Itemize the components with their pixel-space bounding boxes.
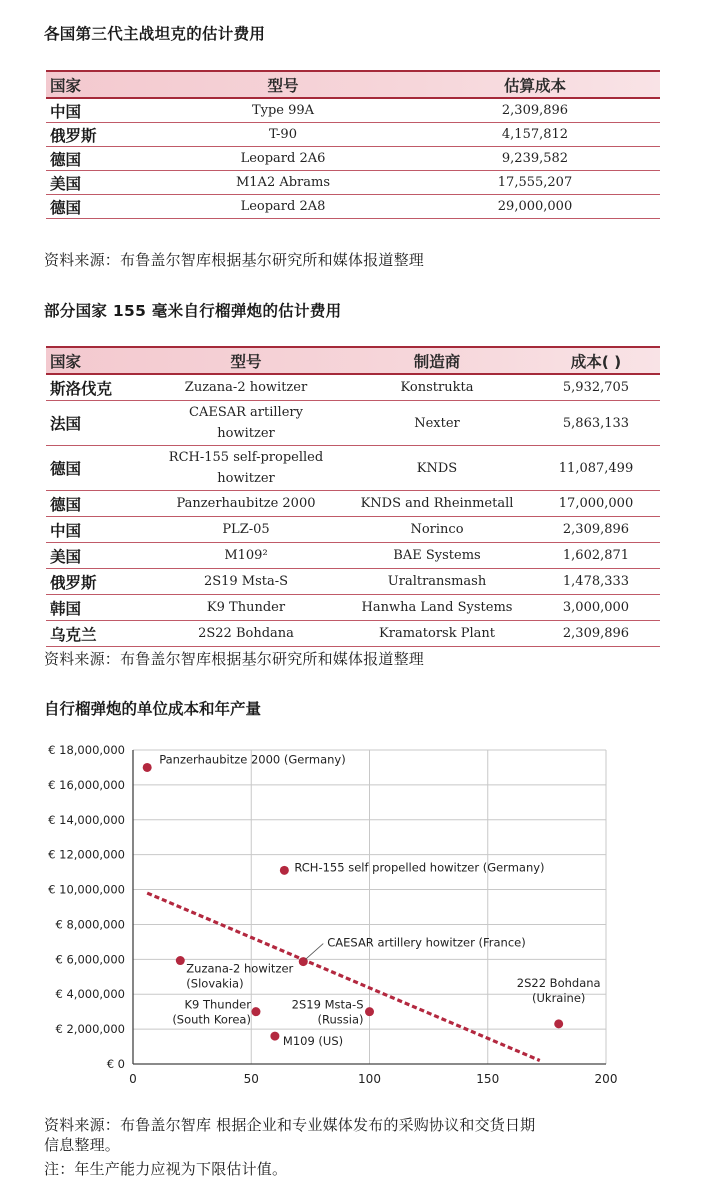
cell-model: T-90 xyxy=(156,123,410,147)
table1-title: 各国第三代主战坦克的估计费用 xyxy=(44,25,266,43)
point-labels xyxy=(159,752,600,1048)
point-label: M109 (US) xyxy=(282,1034,344,1049)
cell-cost: 2,309,896 xyxy=(532,621,660,647)
data-point xyxy=(554,1019,563,1028)
cell-model: K9 Thunder xyxy=(150,595,342,621)
cell-country: 俄罗斯 xyxy=(46,569,150,595)
table-row xyxy=(46,171,660,195)
data-point xyxy=(365,1007,374,1016)
cell-cost: 9,239,582 xyxy=(410,147,660,171)
chart-source-line2: 信息整理。 xyxy=(44,1136,121,1154)
cell-manufacturer: Norinco xyxy=(342,517,532,543)
column-header-country: 国家 xyxy=(46,347,150,374)
cell-manufacturer: Nexter xyxy=(342,401,532,446)
table1-source: 资料来源：布鲁盖尔智库根据基尔研究所和媒体报道整理 xyxy=(44,251,425,269)
cell-model: M109² xyxy=(150,543,342,569)
table-row xyxy=(46,543,660,569)
cell-manufacturer: KNDS xyxy=(342,446,532,491)
cell-model: CAESAR artillery howitzer xyxy=(150,401,342,446)
cell-cost: 2,309,896 xyxy=(410,98,660,123)
scatter-chart xyxy=(0,730,724,1100)
cell-cost: 17,555,207 xyxy=(410,171,660,195)
point-label: Zuzana-2 howitzer (Slovakia) xyxy=(186,961,294,991)
column-header-model: 型号 xyxy=(150,347,342,374)
chart-title: 自行榴弹炮的单位成本和年产量 xyxy=(44,700,262,718)
y-tick-label: € 16,000,000 xyxy=(48,777,125,792)
y-tick-label: € 4,000,000 xyxy=(55,987,125,1002)
cell-country: 美国 xyxy=(46,171,156,195)
table-row xyxy=(46,374,660,401)
cell-country: 韩国 xyxy=(46,595,150,621)
cell-model: 2S19 Msta-S xyxy=(150,569,342,595)
table-row xyxy=(46,517,660,543)
y-tick-label: € 12,000,000 xyxy=(48,847,125,862)
chart-note: 注：年生产能力应视为下限估计值。 xyxy=(44,1160,288,1178)
tank-cost-table xyxy=(46,70,660,219)
cell-manufacturer: Kramatorsk Plant xyxy=(342,621,532,647)
y-tick-label: € 2,000,000 xyxy=(55,1022,125,1037)
table-row xyxy=(46,569,660,595)
cell-manufacturer: Konstrukta xyxy=(342,374,532,401)
cell-cost: 4,157,812 xyxy=(410,123,660,147)
table-row xyxy=(46,147,660,171)
cell-model: Leopard 2A8 xyxy=(156,195,410,219)
y-tick-label: € 6,000,000 xyxy=(55,952,125,967)
howitzer-cost-table xyxy=(46,346,660,647)
cell-model: Zuzana-2 howitzer xyxy=(150,374,342,401)
cell-model: 2S22 Bohdana xyxy=(150,621,342,647)
chart-source-line1: 资料来源：布鲁盖尔智库 根据企业和专业媒体发布的采购协议和交货日期 xyxy=(44,1116,536,1134)
cell-model: Type 99A xyxy=(156,98,410,123)
y-tick-label: € 14,000,000 xyxy=(48,812,125,827)
cell-manufacturer: Uraltransmash xyxy=(342,569,532,595)
point-label: 2S19 Msta-S (Russia) xyxy=(291,997,364,1027)
cell-country: 俄罗斯 xyxy=(46,123,156,147)
cell-manufacturer: KNDS and Rheinmetall xyxy=(342,491,532,517)
cell-cost: 3,000,000 xyxy=(532,595,660,621)
table-header-row xyxy=(46,347,660,374)
cell-country: 中国 xyxy=(46,517,150,543)
data-point xyxy=(176,956,185,965)
table-row xyxy=(46,491,660,517)
table-row xyxy=(46,595,660,621)
cell-model: M1A2 Abrams xyxy=(156,171,410,195)
y-tick-label: € 18,000,000 xyxy=(48,743,125,757)
cell-country: 美国 xyxy=(46,543,150,569)
cell-cost: 5,863,133 xyxy=(532,401,660,446)
label-leader-line xyxy=(305,944,323,960)
cell-model: Panzerhaubitze 2000 xyxy=(150,491,342,517)
x-tick-label: 150 xyxy=(476,1072,500,1086)
table2-source: 资料来源：布鲁盖尔智库根据基尔研究所和媒体报道整理 xyxy=(44,650,425,668)
cell-country: 乌克兰 xyxy=(46,621,150,647)
column-header-country: 国家 xyxy=(46,71,156,98)
cell-cost: 2,309,896 xyxy=(532,517,660,543)
point-label: K9 Thunder (South Korea) xyxy=(172,997,251,1027)
cell-cost: 29,000,000 xyxy=(410,195,660,219)
cell-country: 德国 xyxy=(46,147,156,171)
column-header-model: 型号 xyxy=(156,71,410,98)
table-row xyxy=(46,621,660,647)
point-label: Panzerhaubitze 2000 (Germany) xyxy=(159,752,346,767)
table-row xyxy=(46,123,660,147)
table2-title: 部分国家 155 毫米自行榴弹炮的估计费用 xyxy=(44,302,342,320)
column-header-cost: 成本( ) xyxy=(532,347,660,374)
data-point xyxy=(143,763,152,772)
y-tick-label: € 10,000,000 xyxy=(48,882,125,897)
cell-model: Leopard 2A6 xyxy=(156,147,410,171)
point-label: RCH-155 self propelled howitzer (Germany) xyxy=(294,860,545,875)
cell-cost: 5,932,705 xyxy=(532,374,660,401)
point-label: CAESAR artillery howitzer (France) xyxy=(327,935,526,950)
cell-cost: 17,000,000 xyxy=(532,491,660,517)
cell-model: PLZ-05 xyxy=(150,517,342,543)
x-tick-label: 50 xyxy=(243,1072,259,1086)
point-label: 2S22 Bohdana (Ukraine) xyxy=(516,975,601,1005)
x-tick-label: 200 xyxy=(594,1072,618,1086)
cell-country: 德国 xyxy=(46,491,150,517)
table-row xyxy=(46,195,660,219)
cell-model: RCH-155 self-propelled howitzer xyxy=(150,446,342,491)
cell-cost: 1,602,871 xyxy=(532,543,660,569)
cell-cost: 11,087,499 xyxy=(532,446,660,491)
y-tick-label: € 0 xyxy=(106,1057,125,1071)
table-header-row xyxy=(46,71,660,98)
table-row xyxy=(46,98,660,123)
y-tick-label: € 8,000,000 xyxy=(55,917,125,932)
data-point xyxy=(280,866,289,875)
data-point xyxy=(270,1032,279,1041)
column-header-manufacturer: 制造商 xyxy=(342,347,532,374)
cell-country: 德国 xyxy=(46,195,156,219)
cell-country: 斯洛伐克 xyxy=(46,374,150,401)
table-row xyxy=(46,446,660,491)
x-tick-label: 100 xyxy=(358,1072,381,1086)
x-tick-label: 0 xyxy=(129,1072,137,1086)
column-header-cost: 估算成本 xyxy=(410,71,660,98)
cell-cost: 1,478,333 xyxy=(532,569,660,595)
cell-manufacturer: BAE Systems xyxy=(342,543,532,569)
cell-country: 德国 xyxy=(46,446,150,491)
cell-country: 法国 xyxy=(46,401,150,446)
cell-country: 中国 xyxy=(46,98,156,123)
data-point xyxy=(251,1007,260,1016)
cell-manufacturer: Hanwha Land Systems xyxy=(342,595,532,621)
table-row xyxy=(46,401,660,446)
